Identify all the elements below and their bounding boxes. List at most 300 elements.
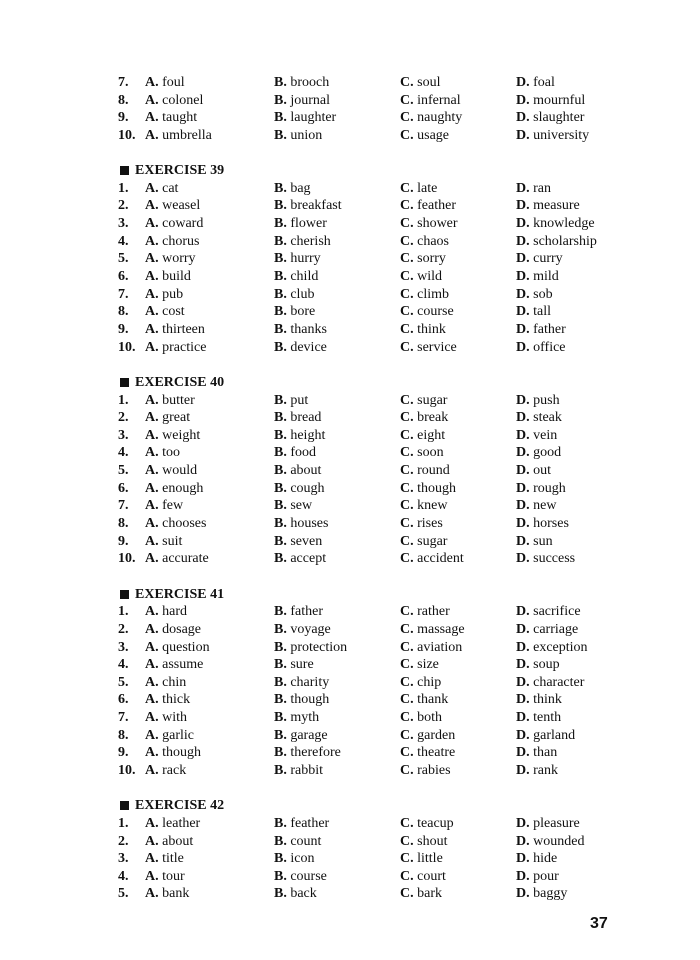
option-d <box>516 444 561 462</box>
option-word: few <box>162 498 184 514</box>
option-c <box>400 744 455 762</box>
option-letter: A. <box>145 75 159 90</box>
option-letter: D. <box>516 233 530 249</box>
option-word: suit <box>162 533 183 549</box>
option-word: infernal <box>417 92 461 108</box>
exercise-page <box>0 74 700 903</box>
option-letter: A. <box>145 410 159 426</box>
option-letter: C. <box>400 198 414 214</box>
option-c <box>400 815 454 833</box>
option-letter: C. <box>400 480 414 496</box>
option-word: hurry <box>290 251 321 267</box>
exercise-title: EXERCISE 40 <box>135 374 225 390</box>
option-word: though <box>290 692 330 708</box>
option-letter: D. <box>516 269 530 285</box>
option-a <box>145 533 182 551</box>
question-number: 5. <box>118 463 129 479</box>
option-letter: B. <box>274 551 287 567</box>
option-word: practice <box>162 339 207 355</box>
option-b <box>274 127 322 145</box>
option-d <box>516 885 567 903</box>
option-letter: D. <box>516 710 530 726</box>
option-d <box>516 603 581 621</box>
question-number: 4. <box>118 445 129 461</box>
option-word: great <box>162 410 191 426</box>
question-number: 1. <box>118 392 129 408</box>
option-a <box>145 497 183 515</box>
option-a <box>145 444 180 462</box>
option-letter: C. <box>400 304 414 320</box>
question-number: 8. <box>118 727 129 743</box>
option-word: foal <box>533 75 555 90</box>
option-d <box>516 639 588 657</box>
option-word: about <box>162 833 194 849</box>
option-word: thirteen <box>162 321 205 337</box>
option-letter: C. <box>400 833 414 849</box>
option-b <box>274 833 321 851</box>
question-number: 10. <box>118 762 136 778</box>
option-letter: A. <box>145 551 159 567</box>
exercise-title: EXERCISE 41 <box>135 586 225 602</box>
option-d <box>516 621 578 639</box>
option-letter: B. <box>274 710 287 726</box>
option-letter: B. <box>274 727 287 743</box>
option-word: cough <box>290 480 325 496</box>
square-bullet-icon <box>120 590 129 599</box>
option-letter: A. <box>145 251 159 267</box>
option-letter: A. <box>145 198 159 214</box>
option-word: massage <box>417 621 465 637</box>
option-letter: D. <box>516 498 530 514</box>
option-word: coward <box>162 216 204 232</box>
option-d <box>516 744 557 762</box>
option-d <box>516 833 584 851</box>
option-letter: A. <box>145 110 159 126</box>
option-b <box>274 815 329 833</box>
question-row <box>0 109 700 127</box>
option-word: umbrella <box>162 127 212 143</box>
option-letter: B. <box>274 392 287 408</box>
option-word: cherish <box>290 233 331 249</box>
option-word: thick <box>162 692 191 708</box>
option-letter: D. <box>516 127 530 143</box>
option-c <box>400 197 456 215</box>
option-letter: D. <box>516 692 530 708</box>
option-letter: D. <box>516 392 530 408</box>
option-d <box>516 250 563 268</box>
option-letter: D. <box>516 110 530 126</box>
option-letter: B. <box>274 216 287 232</box>
option-a <box>145 321 205 339</box>
option-c <box>400 868 446 886</box>
option-c <box>400 286 449 304</box>
option-word: vein <box>533 427 558 443</box>
option-letter: B. <box>274 657 287 673</box>
option-letter: A. <box>145 480 159 496</box>
option-word: rough <box>533 480 566 496</box>
option-d <box>516 409 562 427</box>
option-word: journal <box>290 92 330 108</box>
option-d <box>516 462 551 480</box>
option-letter: B. <box>274 516 287 532</box>
option-word: child <box>290 269 319 285</box>
option-letter: C. <box>400 851 414 867</box>
option-b <box>274 303 315 321</box>
option-letter: C. <box>400 551 414 567</box>
option-a <box>145 850 184 868</box>
option-word: charity <box>290 674 330 690</box>
option-letter: D. <box>516 339 530 355</box>
option-word: break <box>417 410 449 426</box>
option-letter: A. <box>145 674 159 690</box>
option-word: than <box>533 745 558 761</box>
option-word: bore <box>290 304 316 320</box>
option-letter: D. <box>516 445 530 461</box>
option-letter: A. <box>145 445 159 461</box>
question-row <box>0 286 700 304</box>
option-b <box>274 409 321 427</box>
option-letter: C. <box>400 498 414 514</box>
option-b <box>274 550 326 568</box>
option-letter: D. <box>516 621 530 637</box>
option-letter: D. <box>516 480 530 496</box>
option-word: rank <box>533 762 559 778</box>
option-letter: D. <box>516 75 530 90</box>
option-word: knew <box>417 498 448 514</box>
option-word: round <box>417 463 450 479</box>
option-c <box>400 533 447 551</box>
option-word: office <box>533 339 566 355</box>
question-row <box>0 621 700 639</box>
option-letter: B. <box>274 498 287 514</box>
option-d <box>516 321 566 339</box>
option-letter: D. <box>516 639 530 655</box>
option-word: push <box>533 392 560 408</box>
option-word: mild <box>533 269 559 285</box>
option-letter: B. <box>274 815 287 831</box>
option-word: garage <box>290 727 328 743</box>
option-letter: C. <box>400 339 414 355</box>
option-b <box>274 497 312 515</box>
option-b <box>274 656 314 674</box>
question-number: 3. <box>118 851 129 867</box>
option-letter: D. <box>516 198 530 214</box>
option-word: seven <box>290 533 323 549</box>
option-letter: A. <box>145 621 159 637</box>
option-word: course <box>290 868 327 884</box>
option-c <box>400 850 443 868</box>
option-c <box>400 762 451 780</box>
option-a <box>145 709 187 727</box>
option-d <box>516 850 557 868</box>
question-row <box>0 480 700 498</box>
option-word: wild <box>417 269 443 285</box>
question-number: 4. <box>118 868 129 884</box>
option-word: question <box>162 639 210 655</box>
question-number: 7. <box>118 498 129 514</box>
option-c <box>400 885 442 903</box>
option-letter: C. <box>400 427 414 443</box>
question-row <box>0 268 700 286</box>
option-word: pour <box>533 868 559 884</box>
option-word: feather <box>417 198 456 214</box>
option-word: rabies <box>417 762 451 778</box>
option-word: rabbit <box>290 762 323 778</box>
section-gap <box>0 568 700 586</box>
option-a <box>145 180 178 198</box>
option-letter: A. <box>145 286 159 302</box>
exercise-section <box>0 145 700 357</box>
option-word: aviation <box>417 639 463 655</box>
option-word: feather <box>290 815 330 831</box>
question-number: 9. <box>118 110 129 126</box>
question-number: 2. <box>118 833 129 849</box>
option-a <box>145 515 206 533</box>
option-letter: C. <box>400 516 414 532</box>
option-word: rather <box>417 604 450 620</box>
option-letter: A. <box>145 833 159 849</box>
option-c <box>400 444 444 462</box>
option-word: height <box>290 427 326 443</box>
option-letter: A. <box>145 868 159 884</box>
question-row <box>0 74 700 92</box>
option-word: sun <box>533 533 553 549</box>
option-b <box>274 444 316 462</box>
option-d <box>516 691 562 709</box>
option-word: sacrifice <box>533 604 581 620</box>
exercise-heading <box>0 374 700 392</box>
option-letter: C. <box>400 533 414 549</box>
option-word: garden <box>417 727 456 743</box>
option-letter: A. <box>145 886 159 902</box>
option-d <box>516 727 575 745</box>
question-number: 8. <box>118 516 129 532</box>
option-d <box>516 709 561 727</box>
option-letter: D. <box>516 321 530 337</box>
option-letter: D. <box>516 286 530 302</box>
option-letter: D. <box>516 886 530 902</box>
option-word: rises <box>417 516 443 532</box>
option-word: shout <box>417 833 448 849</box>
option-letter: A. <box>145 233 159 249</box>
option-c <box>400 639 462 657</box>
question-number: 2. <box>118 410 129 426</box>
option-letter: B. <box>274 533 287 549</box>
option-word: university <box>533 127 590 143</box>
option-word: flower <box>290 216 327 232</box>
option-a <box>145 303 185 321</box>
option-letter: A. <box>145 269 159 285</box>
question-number: 3. <box>118 427 129 443</box>
option-letter: C. <box>400 463 414 479</box>
option-letter: B. <box>274 851 287 867</box>
option-word: though <box>162 745 202 761</box>
option-letter: C. <box>400 216 414 232</box>
option-word: pleasure <box>533 815 580 831</box>
option-c <box>400 603 450 621</box>
option-letter: D. <box>516 463 530 479</box>
option-letter: D. <box>516 92 530 108</box>
option-word: ran <box>533 180 552 196</box>
option-letter: D. <box>516 180 530 196</box>
option-b <box>274 727 328 745</box>
question-row <box>0 868 700 886</box>
option-letter: B. <box>274 868 287 884</box>
option-b <box>274 691 329 709</box>
question-number: 8. <box>118 304 129 320</box>
option-word: sugar <box>417 533 448 549</box>
option-word: would <box>162 463 198 479</box>
option-word: colonel <box>162 92 204 108</box>
option-word: union <box>290 127 323 143</box>
option-word: tenth <box>533 710 562 726</box>
option-letter: C. <box>400 815 414 831</box>
question-row <box>0 639 700 657</box>
option-word: naughty <box>417 110 463 126</box>
option-word: sure <box>290 657 314 673</box>
option-c <box>400 339 457 357</box>
question-row <box>0 550 700 568</box>
option-word: sorry <box>417 251 446 267</box>
question-row <box>0 533 700 551</box>
question-row <box>0 515 700 533</box>
option-word: icon <box>290 851 315 867</box>
option-word: leather <box>162 815 201 831</box>
option-a <box>145 215 203 233</box>
option-b <box>274 762 323 780</box>
option-word: little <box>417 851 443 867</box>
question-row <box>0 603 700 621</box>
option-b <box>274 480 325 498</box>
option-letter: C. <box>400 127 414 143</box>
question-number: 9. <box>118 321 129 337</box>
option-b <box>274 392 308 410</box>
option-b <box>274 250 321 268</box>
question-number: 1. <box>118 604 129 620</box>
option-letter: A. <box>145 639 159 655</box>
option-c <box>400 180 437 198</box>
exercise-section <box>0 780 700 903</box>
option-word: eight <box>417 427 446 443</box>
option-c <box>400 109 462 127</box>
question-row <box>0 727 700 745</box>
exercise-heading <box>0 162 700 180</box>
option-word: exception <box>533 639 588 655</box>
option-word: breakfast <box>290 198 342 214</box>
option-c <box>400 621 465 639</box>
question-number: 6. <box>118 480 129 496</box>
option-a <box>145 92 203 110</box>
option-word: back <box>290 886 317 902</box>
option-word: scholarship <box>533 233 597 249</box>
option-word: climb <box>417 286 450 302</box>
option-a <box>145 833 193 851</box>
option-letter: D. <box>516 427 530 443</box>
option-word: horses <box>533 516 569 532</box>
option-c <box>400 833 447 851</box>
option-a <box>145 197 200 215</box>
option-letter: A. <box>145 727 159 743</box>
exercise-section <box>0 356 700 568</box>
option-word: accurate <box>162 551 209 567</box>
exercise-title: EXERCISE 42 <box>135 798 225 814</box>
option-letter: B. <box>274 604 287 620</box>
option-word: accept <box>290 551 327 567</box>
option-letter: B. <box>274 692 287 708</box>
option-letter: D. <box>516 727 530 743</box>
option-word: club <box>290 286 315 302</box>
question-row <box>0 850 700 868</box>
option-word: dosage <box>162 621 202 637</box>
option-word: wounded <box>533 833 585 849</box>
option-word: worry <box>162 251 196 267</box>
option-letter: C. <box>400 392 414 408</box>
option-letter: C. <box>400 410 414 426</box>
option-d <box>516 268 559 286</box>
option-letter: B. <box>274 321 287 337</box>
option-b <box>274 427 325 445</box>
option-b <box>274 850 314 868</box>
option-a <box>145 744 201 762</box>
option-word: chorus <box>162 233 200 249</box>
option-word: theatre <box>417 745 456 761</box>
option-word: garland <box>533 727 576 743</box>
option-c <box>400 691 448 709</box>
option-letter: B. <box>274 75 287 90</box>
option-word: baggy <box>533 886 568 902</box>
question-row <box>0 497 700 515</box>
section-gap <box>0 356 700 374</box>
option-word: weight <box>162 427 201 443</box>
option-letter: A. <box>145 533 159 549</box>
option-b <box>274 515 328 533</box>
option-word: character <box>533 674 585 690</box>
option-b <box>274 233 331 251</box>
square-bullet-icon <box>120 378 129 387</box>
option-letter: A. <box>145 710 159 726</box>
option-d <box>516 233 597 251</box>
option-b <box>274 92 330 110</box>
option-c <box>400 480 456 498</box>
option-word: accident <box>417 551 464 567</box>
question-row <box>0 321 700 339</box>
option-d <box>516 286 553 304</box>
question-row <box>0 674 700 692</box>
question-number: 10. <box>118 551 136 567</box>
option-word: too <box>162 445 181 461</box>
option-word: court <box>417 868 446 884</box>
option-letter: D. <box>516 516 530 532</box>
option-letter: A. <box>145 657 159 673</box>
option-letter: B. <box>274 833 287 849</box>
option-letter: B. <box>274 233 287 249</box>
question-row <box>0 233 700 251</box>
question-row <box>0 762 700 780</box>
option-letter: C. <box>400 710 414 726</box>
option-word: enough <box>162 480 204 496</box>
option-letter: D. <box>516 815 530 831</box>
question-row <box>0 392 700 410</box>
option-letter: C. <box>400 445 414 461</box>
option-word: foul <box>162 75 185 90</box>
option-c <box>400 550 464 568</box>
option-letter: A. <box>145 516 159 532</box>
option-word: course <box>417 304 454 320</box>
option-word: device <box>290 339 327 355</box>
option-a <box>145 603 187 621</box>
question-number: 7. <box>118 710 129 726</box>
question-number: 6. <box>118 692 129 708</box>
